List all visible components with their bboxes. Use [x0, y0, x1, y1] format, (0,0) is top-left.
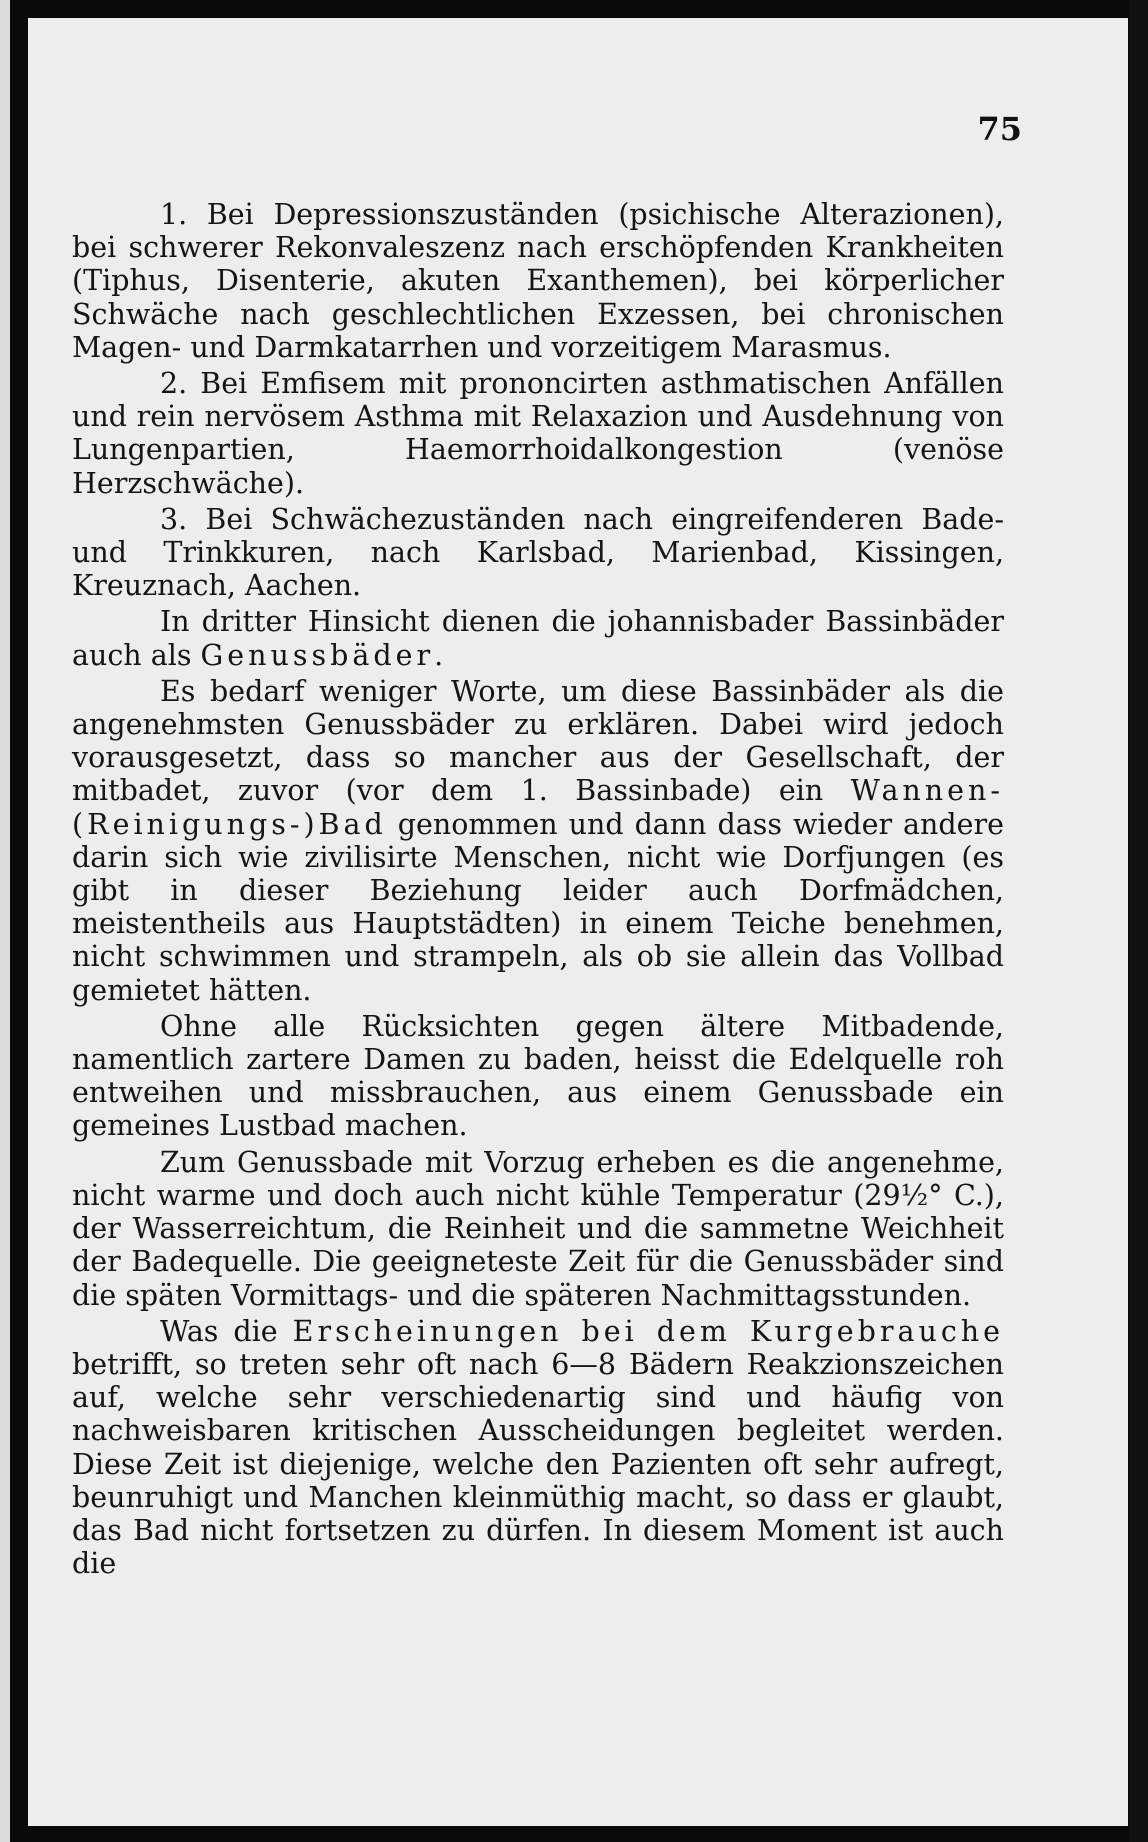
paragraph-4-emphasis: Genussbäder — [200, 638, 435, 672]
paragraph-8-emphasis: Erscheinungen bei dem Kurgebrauche — [292, 1314, 1004, 1348]
page-number: 75 — [977, 110, 1022, 148]
body-text — [72, 198, 1004, 1583]
right-dark-edge — [1130, 0, 1148, 1842]
book-page — [28, 18, 1128, 1826]
paragraph-6: Ohne alle Rücksichten gegen ältere Mitbadende, namentlich zartere Damen zu baden, heisst die Edelquelle roh entweihen und missbrauchen, aus einem Genussbade ein gemeines Lustbad machen. — [72, 1009, 1004, 1143]
paragraph-5-post: genommen und dann dass wieder andere darin sich wie zivilisirte Menschen, nicht wie Dorfjungen (es gibt in dieser Beziehung leider auch Dorfmädchen, meistentheils aus Hauptstädten) in einem Teiche benehmen, nicht schwimmen und strampeln, als ob sie allein das Vollbad gemietet hätten. — [72, 807, 1004, 1007]
paragraph-8-pre: Was die — [160, 1314, 293, 1348]
paragraph-5 — [72, 675, 1004, 1007]
paragraph-1: 1. Bei Depressionszuständen (psichische Alterazionen), bei schwerer Rekonvaleszenz nach erschöpfenden Krankheiten (Tiphus, Disenterie, akuten Exanthemen), bei körperlicher Schwäche nach geschlechtlichen Exzessen, bei chronischen Magen- und Darmkatarrhen und vorzeitigem Marasmus. — [72, 198, 1004, 364]
paragraph-8 — [72, 1315, 1004, 1581]
paragraph-8-post: betrifft, so treten sehr oft nach 6—8 Bädern Reakzionszeichen auf, welche sehr verschiedenartig sind und häufig von nachweisbaren kritischen Ausscheidungen begleitet werden. Diese Zeit ist diejenige, welche den Pazienten oft sehr aufregt, beunruhigt und Manchen kleinmüthig macht, so dass er glaubt, das Bad nicht fortsetzen zu dürfen. In diesem Moment ist auch die — [72, 1347, 1004, 1581]
paragraph-5-pre: Es bedarf weniger Worte, um diese Bassinbäder als die angenehmsten Genussbäder zu erklären. Dabei wird jedoch vorausgesetzt, dass so mancher aus der Gesellschaft, der mitbadet, zuvor (vor dem 1. Bassinbade) ein — [72, 674, 1004, 808]
paragraph-4 — [72, 605, 1004, 671]
left-margin-strip — [0, 0, 10, 1842]
paragraph-7: Zum Genussbade mit Vorzug erheben es die angenehme, nicht warme und doch auch nicht kühle Temperatur (29½° C.), der Wasserreichtum, die Reinheit und die sammetne Weichheit der Badequelle. Die geeigneteste Zeit für die Genussbäder sind die späten Vormittags- und die späteren Nachmittagsstunden. — [72, 1145, 1004, 1312]
paragraph-2: 2. Bei Emfisem mit prononcirten asthmatischen Anfällen und rein nervösem Asthma mit Relaxazion und Ausdehnung von Lungenpartien, Haemorrhoidalkongestion (venöse Herzschwäche). — [72, 367, 1004, 500]
paragraph-4-pre: In dritter Hinsicht dienen die johannisbader Bassinbäder auch als — [72, 605, 1004, 672]
paragraph-5-emphasis: Wannen-(Reinigungs-)Bad — [72, 774, 1004, 841]
paragraph-3: 3. Bei Schwächezuständen nach eingreifenderen Bade- und Trinkkuren, nach Karlsbad, Marienbad, Kissingen, Kreuznach, Aachen. — [72, 502, 1004, 603]
paragraph-4-post: . — [434, 638, 444, 672]
